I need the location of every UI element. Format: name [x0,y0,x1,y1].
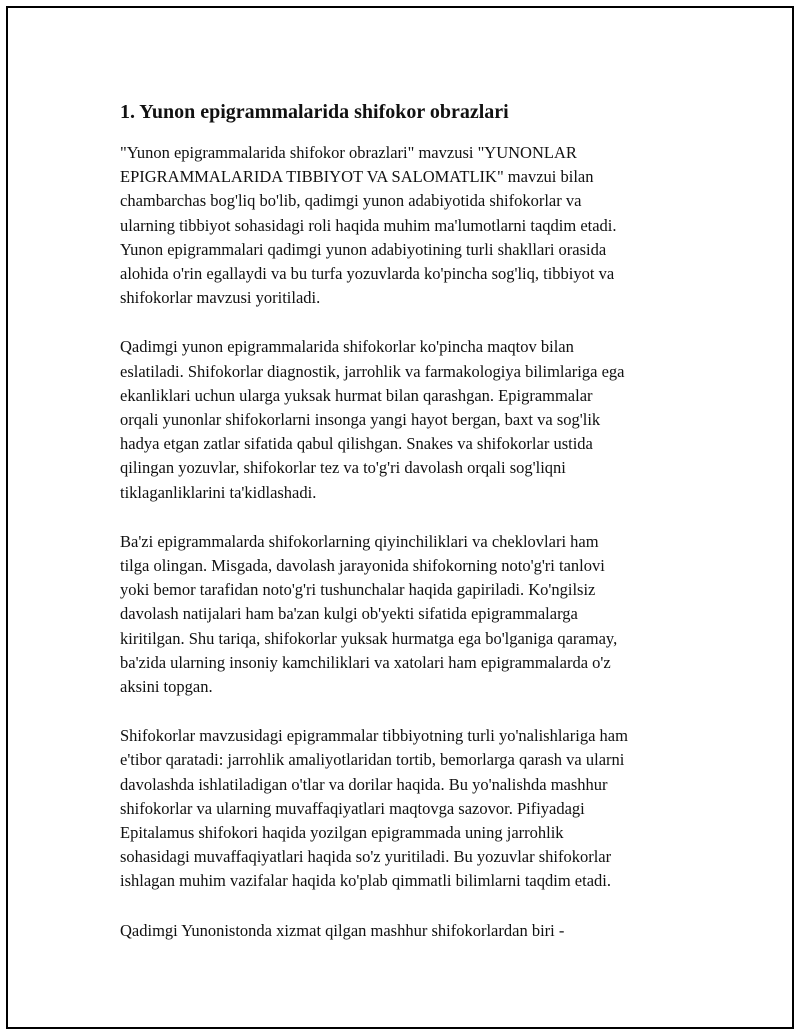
document-body [120,98,710,968]
paragraph-1: "Yunon epigrammalarida shifokor obrazlari" mavzusi "YUNONLAR EPIGRAMMALARIDA TIBBIYOT VA SALOMATLIK" mavzui bilan chambarchas bog'liq bo'lib, qadimgi yunon adabiyotida shifokorlar va ularning tibbiyot sohasidagi roli haqida muhim ma'lumotlarni taqdim etadi. Yunon epigrammalari qadimgi yunon adabiyotining turli shakllari orasida alohida o'rin egallaydi va bu turfa yozuvlarda ko'pincha sog'liq, tibbiyot va shifokorlar mavzusi yoritiladi. [120,143,617,308]
paragraph-4: Shifokorlar mavzusidagi epigrammalar tibbiyotning turli yo'nalishlariga ham e'tibor qaratadi: jarrohlik amaliyotlaridan tortib, bemorlarga qarash va ularni davolashda ishlatiladigan o'tlar va dorilar haqida. Bu yo'nalishda mashhur shifokorlar va ularning muvaffaqiyatlari maqtovga sazovor. Pifiyadagi Epitalamus shifokori haqida yozilgan epigrammada uning jarrohlik sohasidagi muvaffaqiyatlari haqida so'z yuritiladi. Bu yozuvlar shifokorlar ishlagan muhim vazifalar haqida ko'plab qimmatli bilimlarni taqdim etadi. [120,726,628,891]
section-heading: 1. Yunon epigrammalarida shifokor obrazlari [120,101,509,123]
paragraph-2: Qadimgi yunon epigrammalarida shifokorlar ko'pincha maqtov bilan eslatiladi. Shifokorlar diagnostik, jarrohlik va farmakologiya bilimlariga ega ekanliklari uchun ularga yuksak hurmat bilan qarashgan. Epigrammalar orqali yunonlar shifokorlarni insonga yangi hayot bergan, baxt va sog'lik hadya etgan zatlar sifatida qabul qilishgan. Snakes va shifokorlar ustida qilingan yozuvlar, shifokorlar tez va to'g'ri davolash orqali sog'liqni tiklaganliklarini ta'kidlashadi. [120,337,625,502]
paragraph-5: Qadimgi Yunonistonda xizmat qilgan mashhur shifokorlardan biri - [120,920,565,940]
paragraph-3: Ba'zi epigrammalarda shifokorlarning qiyinchiliklari va cheklovlari ham tilga olingan. Misgada, davolash jarayonida shifokorning noto'g'ri tanlovi yoki bemor tarafidan noto'g'ri tushunchalar haqida gapiriladi. Ko'ngilsiz davolash natijalari ham ba'zan kulgi ob'yekti sifatida epigrammalarga kiritilgan. Shu tariqa, shifokorlar yuksak hurmatga ega bo'lganiga qaramay, ba'zida ularning insoniy kamchiliklari va xatolari ham epigrammalarda o'z aksini topgan. [120,531,618,697]
page-frame [6,6,794,1029]
